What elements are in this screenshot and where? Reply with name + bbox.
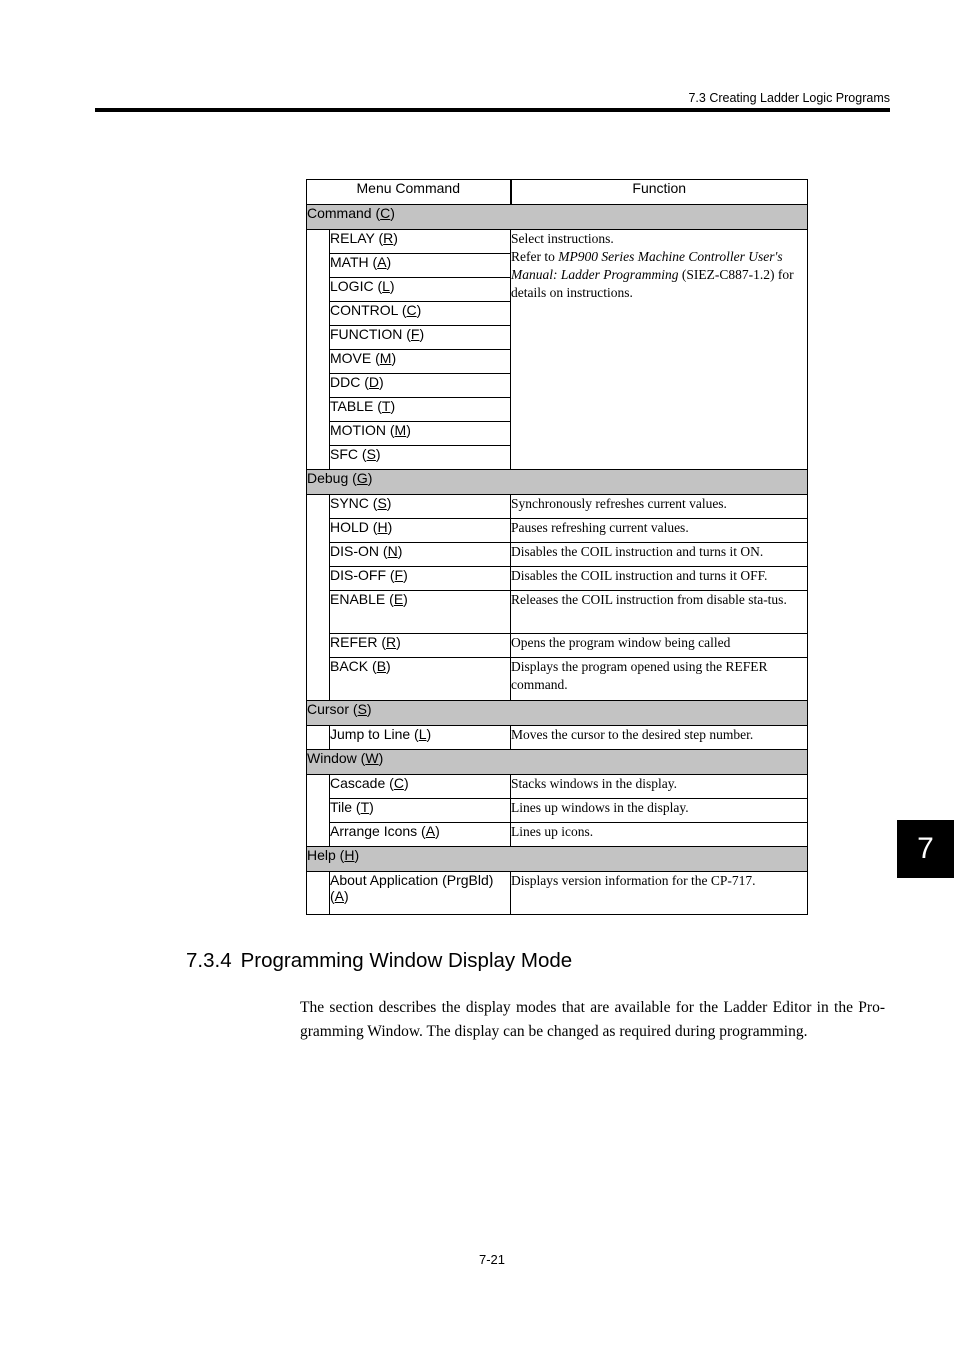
chapter-tab: 7 — [897, 820, 954, 878]
section-heading — [186, 949, 572, 973]
group-row-window — [307, 750, 808, 775]
indent-cell — [307, 230, 330, 470]
table-row — [307, 823, 808, 847]
indent-cell — [307, 775, 330, 847]
function-cell: Lines up windows in the display. — [511, 799, 808, 823]
table-row — [307, 872, 808, 915]
table-row — [307, 591, 808, 634]
table-row — [307, 658, 808, 701]
group-label: Help (H) — [307, 847, 808, 872]
command-cell: HOLD (H) — [330, 519, 511, 543]
command-cell: MOTION (M) — [330, 422, 511, 446]
command-cell: REFER (R) — [330, 634, 511, 658]
group-label: Debug (G) — [307, 470, 808, 495]
menu-command-header: Menu Command — [307, 180, 511, 205]
function-cell: Opens the program window being called — [511, 634, 808, 658]
command-cell: ENABLE (E) — [330, 591, 511, 634]
command-cell: CONTROL (C) — [330, 302, 511, 326]
group-row-help — [307, 847, 808, 872]
function-cell: Lines up icons. — [511, 823, 808, 847]
table-header-row — [307, 180, 808, 205]
table-row — [307, 519, 808, 543]
command-cell: Tile (T) — [330, 799, 511, 823]
group-label: Command (C) — [307, 205, 808, 230]
command-cell: Cascade (C) — [330, 775, 511, 799]
command-cell: SYNC (S) — [330, 495, 511, 519]
table-row — [307, 495, 808, 519]
function-cell: Displays the program opened using the REFER command. — [511, 658, 808, 701]
function-cell: Releases the COIL instruction from disable sta-tus. — [511, 591, 808, 634]
group-row-debug — [307, 470, 808, 495]
page-number: 7-21 — [479, 1252, 506, 1267]
command-cell: RELAY (R) — [330, 230, 511, 254]
table-row — [307, 230, 808, 254]
group-row-command — [307, 205, 808, 230]
group-label: Cursor (S) — [307, 701, 808, 726]
function-cell: Synchronously refreshes current values. — [511, 495, 808, 519]
header-rule — [95, 108, 890, 112]
table-row — [307, 543, 808, 567]
section-paragraph: The section describes the display modes that are available for the Ladder Editor in the Pro-gramming Window. The display can be changed as required during programming. — [300, 999, 885, 1040]
command-cell: TABLE (T) — [330, 398, 511, 422]
function-cell: Stacks windows in the display. — [511, 775, 808, 799]
function-cell: Displays version information for the CP-717. — [511, 872, 808, 915]
function-cell: Moves the cursor to the desired step number. — [511, 726, 808, 750]
command-cell: About Application (PrgBld) (A) — [330, 872, 511, 915]
table-row — [307, 799, 808, 823]
table-row — [307, 775, 808, 799]
command-cell: SFC (S) — [330, 446, 511, 470]
indent-cell — [307, 872, 330, 915]
command-cell: LOGIC (L) — [330, 278, 511, 302]
section-title: Programming Window Display Mode — [240, 949, 573, 972]
function-header: Function — [511, 180, 808, 205]
section-number: 7.3.4 — [186, 949, 232, 972]
command-cell: BACK (B) — [330, 658, 511, 701]
function-cell: Pauses refreshing current values. — [511, 519, 808, 543]
command-cell: DIS-OFF (F) — [330, 567, 511, 591]
command-cell: DDC (D) — [330, 374, 511, 398]
command-cell: FUNCTION (F) — [330, 326, 511, 350]
running-header: 7.3 Creating Ladder Logic Programs — [688, 91, 890, 105]
command-cell: MOVE (M) — [330, 350, 511, 374]
group-label: Window (W) — [307, 750, 808, 775]
table-row — [307, 634, 808, 658]
command-cell: Arrange Icons (A) — [330, 823, 511, 847]
menu-command-table — [306, 179, 808, 915]
table-row — [307, 567, 808, 591]
command-cell: Jump to Line (L) — [330, 726, 511, 750]
group-row-cursor — [307, 701, 808, 726]
indent-cell — [307, 726, 330, 750]
command-cell: MATH (A) — [330, 254, 511, 278]
table-row — [307, 726, 808, 750]
function-cell: Disables the COIL instruction and turns it OFF. — [511, 567, 808, 591]
function-cell: Select instructions. Refer to MP900 Series Machine Controller User's Manual: Ladder Programming (SIEZ-C887-1.2) for details on instructions. — [511, 230, 808, 470]
command-cell: DIS-ON (N) — [330, 543, 511, 567]
indent-cell — [307, 495, 330, 701]
function-cell: Disables the COIL instruction and turns it ON. — [511, 543, 808, 567]
